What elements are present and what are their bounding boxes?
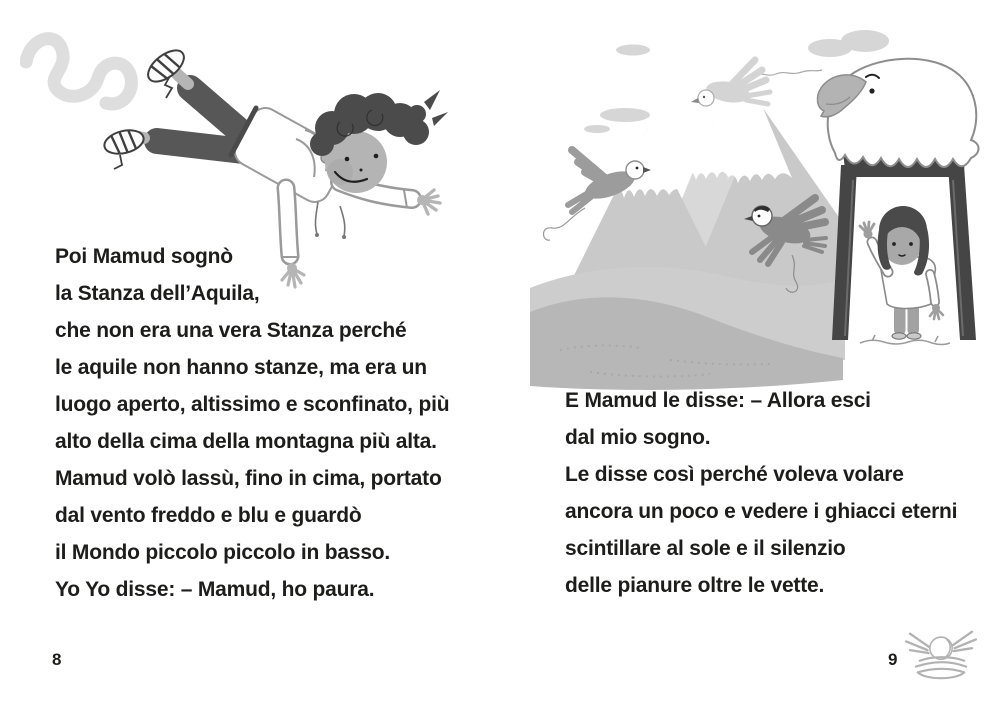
text-line: che non era una vera Stanza perché — [55, 319, 407, 342]
text-line: il Mondo piccolo piccolo in basso. — [55, 541, 391, 564]
right-page-text — [565, 382, 957, 604]
boy-eye-left — [345, 157, 350, 162]
boy-leg-upper — [190, 88, 248, 138]
boy-laces-2 — [114, 155, 122, 169]
text-line: delle pianure oltre le vette. — [565, 574, 825, 597]
girl-eye-left — [892, 242, 896, 246]
mountain-door-illustration — [530, 20, 1000, 400]
cloud-small — [616, 45, 650, 56]
text-line: alto della cima della montagna più alta. — [55, 430, 437, 453]
page-number-right: 9 — [888, 650, 898, 669]
text-line: la Stanza dell’Aquila, — [55, 282, 260, 305]
text-line: ancora un poco e vedere i ghiacci eterni — [565, 500, 958, 523]
text-line: dal vento freddo e blu e guardò — [55, 504, 362, 527]
nest-wing-left — [906, 634, 929, 653]
bird-top-tail — [746, 92, 770, 104]
eagle-eye — [869, 88, 874, 93]
nest-icon-svg — [902, 624, 980, 684]
text-line: E Mamud le disse: – Allora esci — [565, 389, 871, 412]
bird-top-eye — [703, 96, 705, 98]
nest-rim-2 — [916, 662, 966, 666]
boy-hand-right — [417, 190, 440, 214]
boy-eye-right — [374, 154, 379, 159]
text-line: Mamud volò lassù, fino in cima, portato — [55, 467, 442, 490]
nest-bird-body — [930, 637, 952, 659]
text-line: Yo Yo disse: – Mamud, ho paura. — [55, 578, 375, 601]
text-line: le aquile non hanno stanze, ma era un — [55, 356, 427, 379]
girl-hand-raised — [860, 222, 874, 239]
girl — [860, 206, 950, 345]
nest-wing-right — [953, 632, 976, 651]
girl-hand-down — [930, 304, 943, 319]
boy-sneaker-2 — [102, 126, 146, 157]
bird-top-head — [698, 90, 714, 106]
bird-left-head — [626, 161, 644, 179]
bird-left-eye — [636, 167, 639, 170]
cloud-tiny — [584, 125, 610, 133]
cloud-right-b — [841, 30, 889, 52]
nest-rim-3 — [918, 669, 964, 673]
bird-left-wing — [572, 150, 610, 186]
left-page-text — [55, 238, 449, 608]
drawstring-knot — [315, 233, 319, 237]
girl-eye-right — [909, 242, 913, 246]
girl-shoe-right — [907, 333, 921, 339]
bird-top — [691, 60, 822, 106]
text-line: Le disse così perché voleva volare — [565, 463, 904, 486]
page-number-left: 8 — [52, 650, 62, 669]
bird-in-nest-icon — [902, 624, 980, 684]
bird-left-tail — [568, 192, 592, 212]
wind-squiggle — [26, 39, 131, 104]
text-line: Poi Mamud sognò — [55, 245, 233, 268]
boy-sock — [177, 74, 188, 84]
girl-shoe-left — [892, 333, 906, 339]
boy-head — [310, 90, 448, 193]
mountain-door-svg — [530, 20, 1000, 400]
girl-face — [883, 227, 921, 265]
boy-nose — [360, 169, 363, 172]
eagle-head — [817, 59, 978, 167]
nest-bowl — [918, 672, 964, 678]
cloud-mid — [600, 108, 650, 122]
text-line: dal mio sogno. — [565, 426, 711, 449]
boy-drawstrings — [315, 202, 344, 236]
text-line: luogo aperto, altissimo e sconfinato, più — [55, 393, 450, 416]
nest-icon-art — [906, 632, 976, 678]
bird-top-wing — [730, 60, 766, 93]
bird-mid-eye — [758, 215, 761, 218]
text-line: scintillare al sole e il silenzio — [565, 537, 846, 560]
bird-top-beak — [691, 98, 699, 103]
bird-left-trail — [544, 208, 586, 240]
